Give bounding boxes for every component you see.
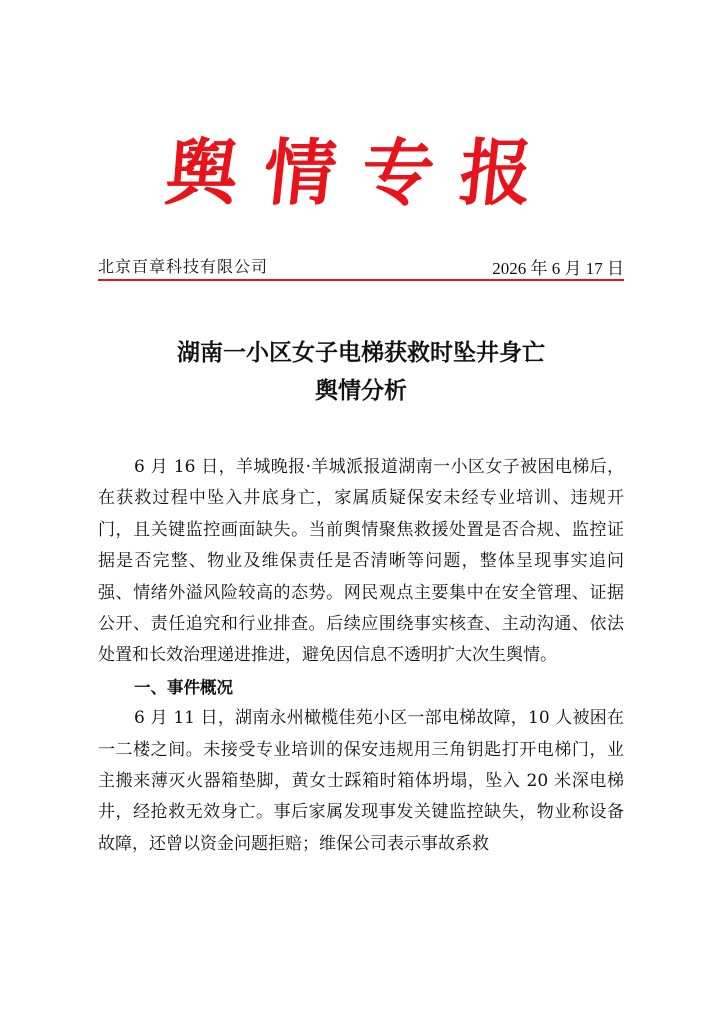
organization-name: 北京百章科技有限公司	[98, 257, 269, 276]
header-divider	[98, 279, 624, 281]
report-title-line2: 舆情分析	[315, 377, 407, 404]
header-meta	[98, 254, 624, 282]
report-title-line1: 湖南一小区女子电梯获救时坠井身亡	[177, 339, 545, 366]
report-date: 2026 年 6 月 17 日	[492, 259, 624, 278]
report-body	[98, 452, 624, 860]
section-heading-overview: 一、事件概况	[134, 677, 233, 697]
report-title	[98, 334, 624, 410]
overview-paragraph: 6 月 11 日，湖南永州橄榄佳苑小区一部电梯故障，10 人被困在一二楼之间。未接受专业培训的保安违规用三角钥匙打开电梯门，业主搬来薄灭火器箱垫脚，黄女士踩箱时箱体坍塌，坠入 20 米深电梯井，经抢救无效身亡。事后家属发现事发关键监控缺失，物业称设备故障，还曾以资金问题拒赔；维保公司表示事故系救	[98, 708, 624, 854]
masthead-title: 舆情专报	[161, 130, 563, 215]
summary-paragraph: 6 月 16 日，羊城晚报·羊城派报道湖南一小区女子被困电梯后，在获救过程中坠入井底身亡，家属质疑保安未经专业培训、违规开门，且关键监控画面缺失。当前舆情聚焦救援处置是否合规、监控证据是否完整、物业及维保责任是否清晰等问题，整体呈现事实追问强、情绪外溢风险较高的态势。网民观点主要集中在安全管理、证据公开、责任追究和行业排查。后续应围绕事实核查、主动沟通、依法处置和长效治理递进推进，避免因信息不透明扩大次生舆情。	[98, 457, 624, 666]
